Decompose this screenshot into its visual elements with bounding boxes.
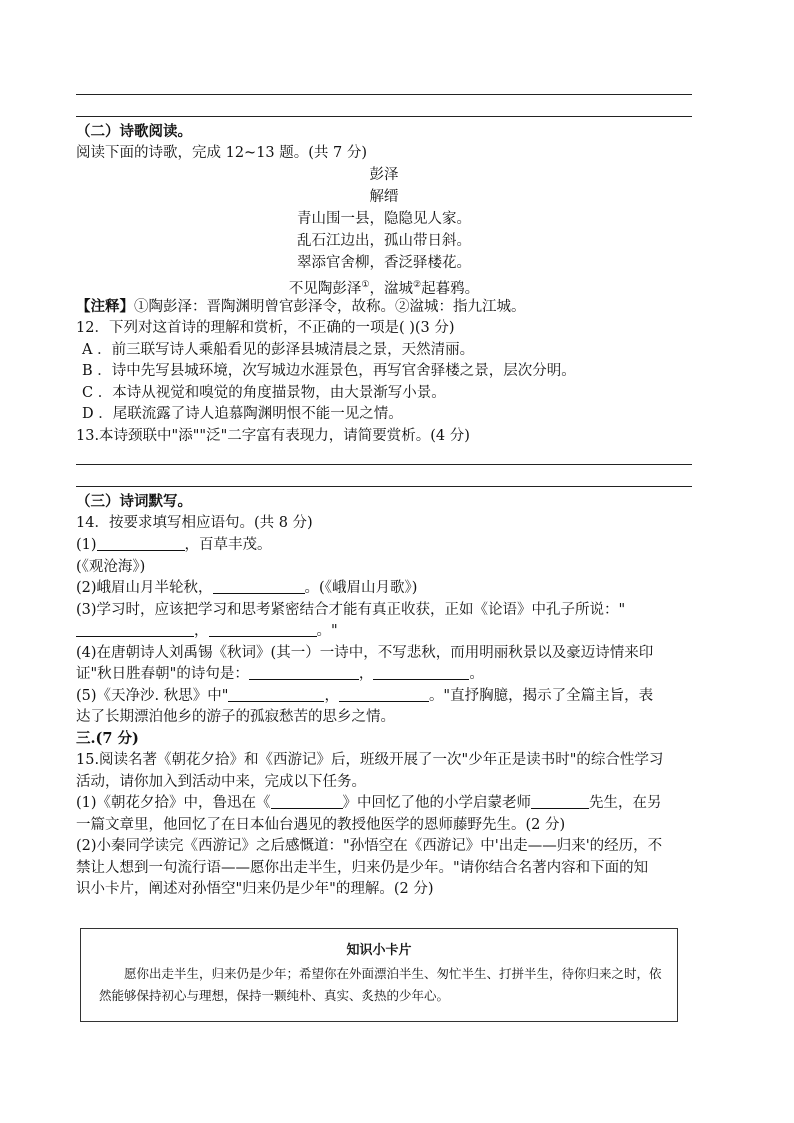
question-15-line2: 活动，请你加入到活动中来，完成以下任务。 bbox=[76, 774, 366, 790]
fill-blank[interactable] bbox=[249, 665, 359, 680]
item-1 bbox=[76, 535, 272, 555]
item-4-sep: ， bbox=[358, 666, 374, 682]
item-1-suffix: ，百草丰茂。 bbox=[184, 537, 272, 553]
answer-line bbox=[76, 116, 692, 117]
option-c: C ．本诗从视觉和嗅觉的角度描景物，由大景渐写小景。 bbox=[82, 385, 446, 401]
item-3-blanks bbox=[76, 621, 338, 641]
note-text: ①陶彭泽：晋陶渊明曾官彭泽令，故称。②湓城：指九江城。 bbox=[134, 299, 526, 315]
fill-blank[interactable] bbox=[209, 622, 317, 637]
poem-line-part: 不见陶彭泽 bbox=[288, 280, 362, 297]
fill-blank[interactable] bbox=[531, 794, 589, 809]
poem-line-part: 起暮鸦。 bbox=[421, 280, 480, 297]
answer-line bbox=[76, 464, 692, 465]
option-b: B ．诗中先写县城环境，次写城边水涯景色，再写官舍驿楼之景，层次分明。 bbox=[82, 363, 576, 379]
part-3-heading: 三.(7 分) bbox=[76, 730, 139, 747]
poem-author: 解缙 bbox=[369, 189, 399, 205]
fill-blank[interactable] bbox=[271, 794, 343, 809]
item-5-sep: ， bbox=[324, 688, 339, 704]
poem-line: 翠添官舍柳，香泛驿楼花。 bbox=[297, 255, 471, 271]
poem-line: 乱石江边出，孤山带日斜。 bbox=[297, 233, 471, 249]
item-3: (3)学习时，应该把学习和思考紧密结合才能有真正收获，正如《论语》中孔子所说：" bbox=[76, 602, 626, 618]
item-4: (4)在唐朝诗人刘禹锡《秋词》(其一）一诗中，不写悲秋，而用明丽秋景以及豪迈诗情来印 bbox=[76, 645, 654, 661]
poetry-instruction: 阅读下面的诗歌，完成 12~13 题。(共 7 分) bbox=[76, 145, 368, 161]
fill-blank[interactable] bbox=[373, 665, 469, 680]
item-2-suffix: 。(《峨眉山月歌》) bbox=[304, 580, 418, 596]
subquestion-1 bbox=[76, 793, 662, 813]
subquestion-1-c: 先生，在另 bbox=[589, 795, 662, 811]
poem-title: 彭泽 bbox=[369, 167, 399, 183]
option-a: A ．前三联写诗人乘船看见的彭泽县城清晨之景，天然清丽。 bbox=[82, 342, 475, 358]
answer-line bbox=[76, 94, 692, 95]
question-12: 12．下列对这首诗的理解和赏析，不正确的一项是( )(3 分) bbox=[76, 320, 455, 336]
section-heading-recitation: （三）诗词默写。 bbox=[76, 493, 192, 510]
subquestion-2-line2: 禁让人想到一句流行语——愿你出走半生，归来仍是少年。"请你结合名著内容和下面的知 bbox=[76, 860, 649, 876]
item-5-line2: 达了长期漂泊他乡的游子的孤寂愁苦的思乡之情。 bbox=[76, 709, 395, 725]
note-marker: ② bbox=[413, 280, 422, 290]
poem-line-part: ，湓城 bbox=[369, 280, 413, 297]
note-marker: ① bbox=[361, 280, 370, 290]
fill-blank[interactable] bbox=[228, 687, 324, 702]
poem-note bbox=[76, 297, 526, 317]
item-1-source: (《观沧海》) bbox=[76, 559, 146, 575]
question-15: 15.阅读名著《朝花夕拾》和《西游记》后，班级开展了一次"少年正是读书时"的综合性学习 bbox=[76, 752, 664, 768]
item-3-end: 。" bbox=[316, 623, 338, 639]
fill-blank[interactable] bbox=[339, 687, 429, 702]
item-2 bbox=[76, 578, 417, 598]
item-3-sep: ， bbox=[194, 623, 209, 639]
subquestion-2: (2)小秦同学读完《西游记》之后感慨道："孙悟空在《西游记》中'出走——归来'的经历，不 bbox=[76, 838, 663, 854]
card-title: 知识小卡片 bbox=[346, 943, 412, 958]
poem-line: 青山围一县，隐隐见人家。 bbox=[297, 211, 471, 227]
item-5 bbox=[76, 686, 653, 706]
question-14: 14．按要求填写相应语句。(共 8 分) bbox=[76, 515, 313, 531]
item-5-suffix: 。"直抒胸臆，揭示了全篇主旨，表 bbox=[428, 688, 654, 704]
subquestion-1-line2: 一篇文章里，他回忆了在日本仙台遇见的教授他医学的恩师藤野先生。(2 分) bbox=[76, 817, 566, 833]
fill-blank[interactable] bbox=[213, 579, 305, 594]
fill-blank[interactable] bbox=[97, 536, 185, 551]
section-heading-poetry: （二）诗歌阅读。 bbox=[76, 123, 192, 140]
poem-line bbox=[76, 275, 692, 299]
item-1-prefix: (1) bbox=[76, 537, 97, 553]
item-4-end: 。 bbox=[469, 666, 484, 682]
fill-blank[interactable] bbox=[76, 622, 194, 637]
item-2-prefix: (2)峨眉山月半轮秋， bbox=[76, 580, 213, 596]
subquestion-1-a: (1)《朝花夕拾》中，鲁迅在《 bbox=[76, 795, 271, 811]
note-label: 【注释】 bbox=[76, 298, 134, 315]
subquestion-2-line3: 识小卡片，阐述对孙悟空"归来仍是少年"的理解。(2 分) bbox=[76, 881, 434, 897]
subquestion-1-b: 》中回忆了他的小学启蒙老师 bbox=[342, 795, 532, 811]
answer-line bbox=[76, 486, 692, 487]
option-d: D ．尾联流露了诗人追慕陶渊明恨不能一见之情。 bbox=[82, 406, 403, 422]
item-5-prefix: (5)《天净沙. 秋思》中" bbox=[76, 688, 229, 704]
item-4-blanks bbox=[76, 664, 484, 684]
item-4-text: 证"秋日胜春朝"的诗句是： bbox=[76, 666, 249, 682]
question-13: 13.本诗颈联中"添""泛"二字富有表现力，请简要赏析。(4 分) bbox=[76, 428, 470, 444]
knowledge-card bbox=[80, 928, 678, 1022]
card-body: 愿你出走半生，归来仍是少年；希望你在外面漂泊半生、匆忙半生、打拼半生，待你归来之时，依然能够保持初心与理想，保持一颗纯朴、真实、炙热的少年心。 bbox=[99, 966, 662, 1003]
